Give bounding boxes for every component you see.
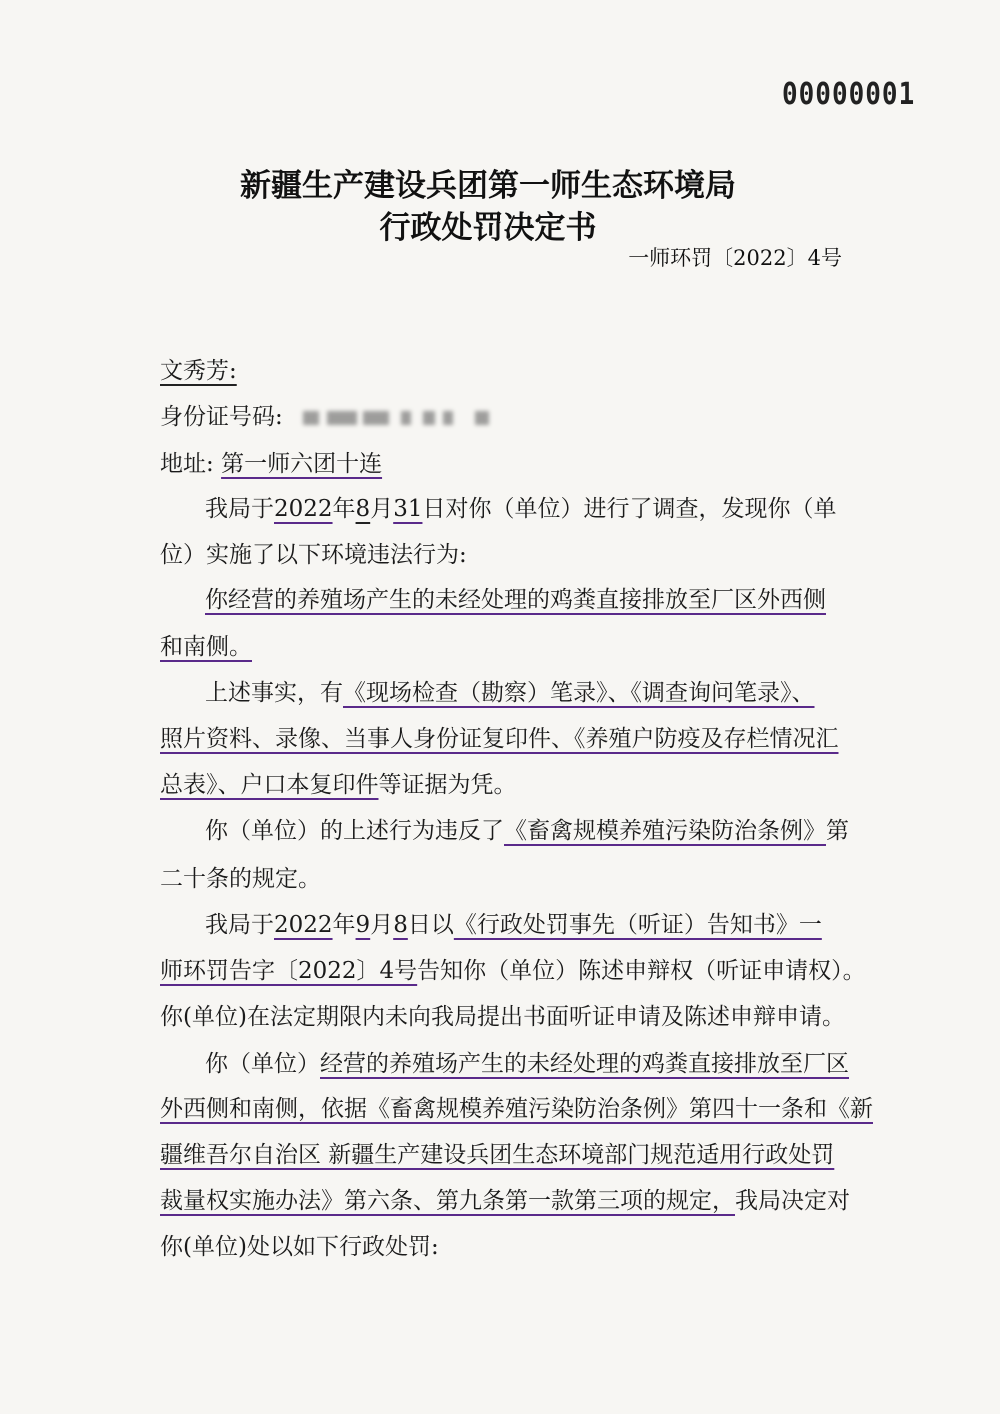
text-segment: 日以 (407, 912, 454, 938)
violation-description: 你经营的养殖场产生的未经处理的鸡粪直接排放至厂区外西侧 (205, 587, 826, 613)
text-segment: 月 (370, 496, 394, 522)
text-segment: 年 (332, 496, 356, 522)
text-segment: 月 (370, 912, 394, 938)
body-line-10 (205, 908, 822, 942)
body-line-11 (160, 954, 866, 988)
evidence-list: 《现场检查（勘察）笔录》、《调查询问笔录》、 (343, 680, 815, 706)
investigation-day: 31 (393, 496, 423, 522)
body-line-15 (160, 1138, 834, 1172)
body-line-1 (205, 492, 836, 526)
body-line-17: 你(单位)处以如下行政处罚: (160, 1234, 439, 1260)
text-segment: 等证据为凭。 (378, 772, 517, 798)
text-segment: 我局于 (205, 912, 274, 938)
body-line-3 (205, 583, 826, 617)
notice-year: 2022 (274, 912, 333, 938)
body-line-12: 你(单位)在法定期限内未向我局提出书面听证申请及陈述申辩申请。 (160, 1004, 845, 1030)
party-name-line (160, 354, 237, 388)
notice-month: 9 (355, 912, 371, 938)
evidence-list: 总表》、户口本复印件 (160, 772, 379, 798)
violation-summary: 经营的养殖场产生的未经处理的鸡粪直接排放至厂区 (320, 1051, 849, 1077)
text-segment: 日对你（单位）进行了调查，发现你（单 (422, 496, 837, 522)
legal-basis: 外西侧和南侧，依据《畜禽规模养殖污染防治条例》第四十一条和《新 (160, 1096, 873, 1122)
body-line-5 (205, 676, 815, 710)
text-segment: 我局决定对 (735, 1188, 850, 1214)
party-address-line (160, 447, 382, 481)
document-title-line2: 行政处罚决定书 (379, 210, 597, 246)
body-line-14 (160, 1092, 873, 1126)
party-id-line (160, 400, 503, 434)
redacted-id-number (293, 407, 503, 429)
body-line-8 (205, 814, 849, 848)
body-line-16 (160, 1184, 850, 1218)
text-segment: 上述事实，有 (205, 680, 343, 706)
body-line-7 (160, 768, 517, 802)
notice-day: 8 (393, 912, 408, 938)
text-segment: 你（单位）的上述行为违反了 (205, 818, 504, 844)
address-label: 地址: (160, 451, 214, 477)
body-line-9: 二十条的规定。 (160, 866, 321, 892)
violation-description-end: 和南侧。 (160, 634, 252, 660)
text-segment: 第 (826, 818, 849, 844)
investigation-month: 8 (355, 496, 371, 522)
notice-number: 师环罚告字〔2022〕4号 (160, 958, 418, 984)
party-name: 文秀芳: (160, 358, 237, 384)
party-address: 第一师六团十连 (221, 451, 383, 477)
text-segment: 年 (332, 912, 356, 938)
document-title-line1: 新疆生产建设兵团第一师生态环境局 (240, 168, 736, 204)
notice-document: 《行政处罚事先（听证）告知书》一 (453, 912, 822, 938)
evidence-list: 照片资料、录像、当事人身份证复印件、《养殖户防疫及存栏情况汇 (160, 726, 839, 752)
legal-basis: 裁量权实施办法》第六条、第九条第一款第三项的规定， (160, 1188, 735, 1214)
text-segment: 告知你（单位）陈述申辩权（听证申请权）。 (417, 958, 866, 984)
body-line-13 (205, 1047, 849, 1081)
id-label: 身份证号码: (160, 404, 283, 430)
legal-basis: 疆维吾尔自治区 新疆生产建设兵团生态环境部门规范适用行政处罚 (160, 1142, 835, 1168)
body-line-6 (160, 722, 839, 756)
regulation-name: 《畜禽规模养殖污染防治条例》 (504, 818, 826, 844)
serial-number: 00000001 (782, 77, 916, 113)
document-number: 一师环罚〔2022〕4号 (628, 246, 842, 270)
investigation-year: 2022 (274, 496, 333, 522)
body-line-4 (160, 630, 252, 664)
text-segment: 你（单位） (205, 1051, 320, 1077)
text-segment: 我局于 (205, 496, 274, 522)
body-line-2: 位）实施了以下环境违法行为: (160, 542, 467, 568)
